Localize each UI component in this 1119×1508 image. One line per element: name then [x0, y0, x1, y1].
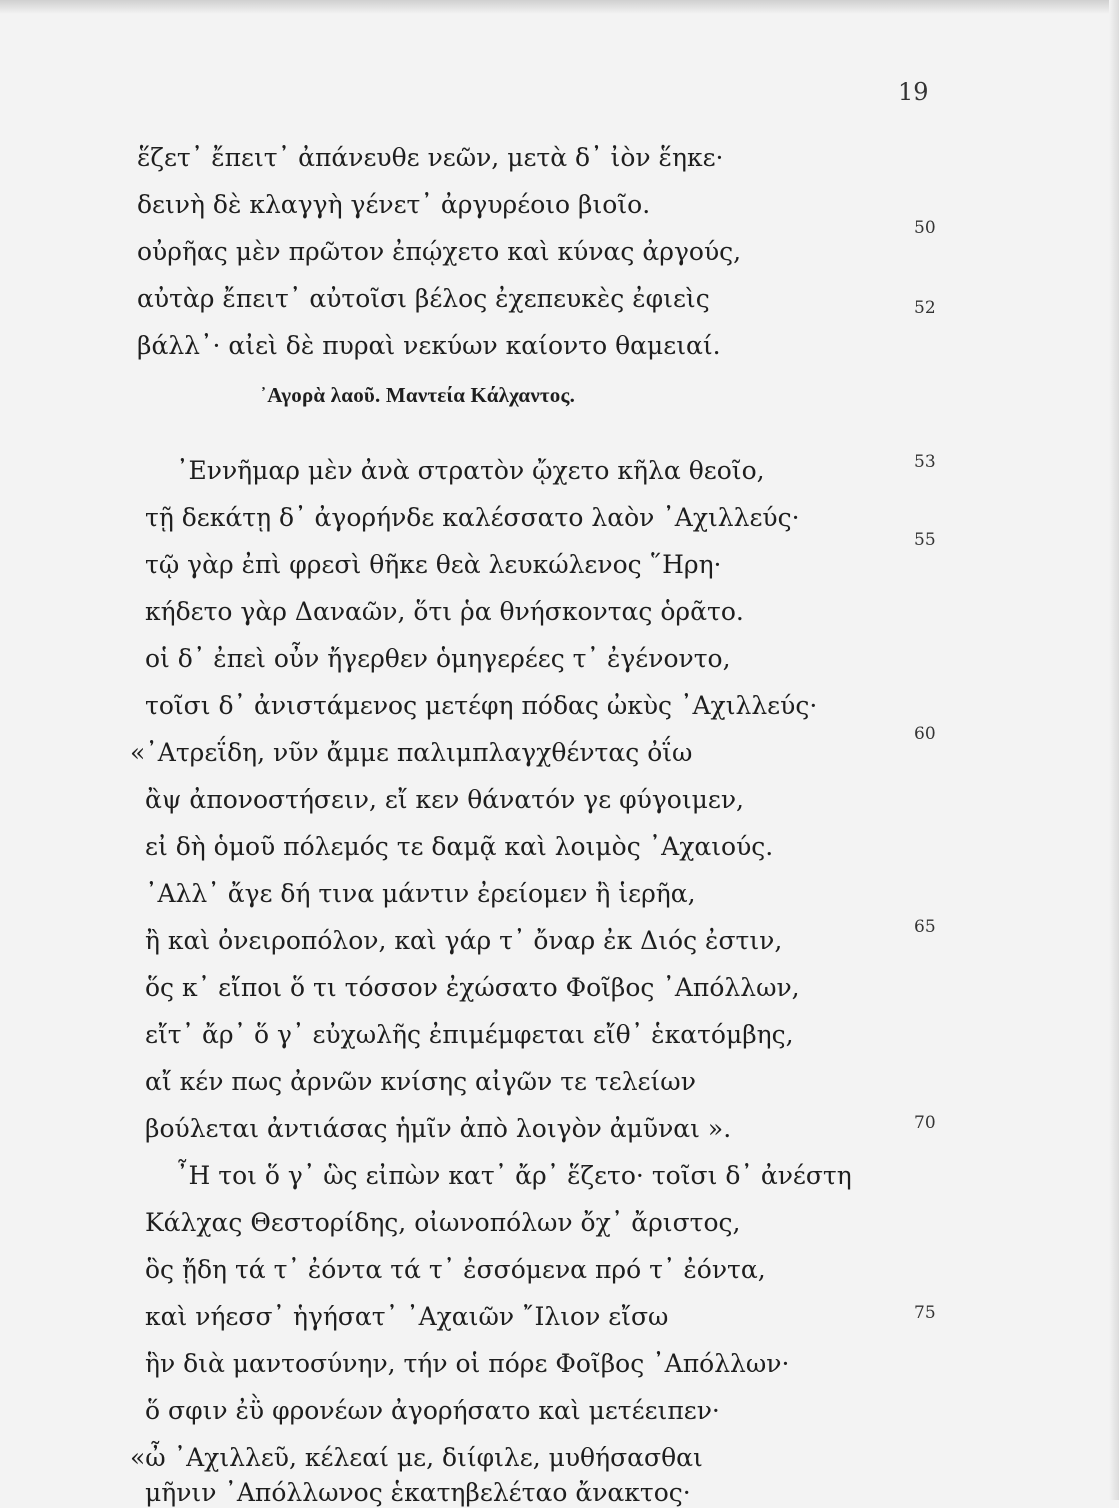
line-number: 53 [914, 452, 936, 472]
line-number: 70 [914, 1113, 936, 1133]
verse-line: Κάλχας Θεστορίδης, οἰωνοπόλων ὄχ᾿ ἄριστος, [145, 1208, 741, 1237]
verse-line: ᾿Εννῆμαρ μὲν ἀνὰ στρατὸν ᾤχετο κῆλα θεοῖο, [176, 456, 765, 485]
line-number: 75 [914, 1303, 936, 1323]
verse-line: «ὦ ᾿Αχιλλεῦ, κέλεαί με, διίφιλε, μυθήσασθαι [130, 1443, 703, 1472]
verse-line: αἴ κέν πως ἀρνῶν κνίσης αἰγῶν τε τελείων [145, 1067, 696, 1096]
verse-line: καὶ νήεσσ᾿ ἡγήσατ᾿ ᾿Αχαιῶν ῎Ιλιον εἴσω [145, 1302, 669, 1331]
page-top-shadow [0, 0, 1119, 14]
verse-line: βούλεται ἀντιάσας ἡμῖν ἀπὸ λοιγὸν ἀμῦναι ». [145, 1114, 732, 1143]
page-number: 19 [898, 78, 929, 106]
line-number: 52 [914, 298, 936, 318]
verse-line: ὅ σφιν ἐῢ φρονέων ἀγορήσατο καὶ μετέειπεν· [145, 1396, 720, 1425]
verse-line: τοῖσι δ᾿ ἀνιστάμενος μετέφη πόδας ὠκὺς ᾿Αχιλλεύς· [145, 691, 818, 720]
line-number: 55 [914, 530, 936, 550]
verse-line: ὅς κ᾿ εἴποι ὅ τι τόσσον ἐχώσατο Φοῖβος ᾿Απόλλων, [145, 973, 800, 1002]
verse-line: τῷ γὰρ ἐπὶ φρεσὶ θῆκε θεὰ λευκώλενος ῞Ηρη· [145, 550, 722, 579]
verse-line: οὐρῆας μὲν πρῶτον ἐπῴχετο καὶ κύνας ἀργούς, [137, 237, 742, 266]
line-number: 50 [914, 218, 936, 238]
verse-line: μῆνιν ᾿Απόλλωνος ἑκατηβελέταο ἄνακτος· [145, 1478, 691, 1507]
verse-line: δεινὴ δὲ κλαγγὴ γένετ᾿ ἀργυρέοιο βιοῖο. [137, 190, 651, 219]
verse-line: ὃς ᾔδη τά τ᾿ ἐόντα τά τ᾿ ἐσσόμενα πρό τ᾿ ἐόντα, [145, 1255, 766, 1284]
verse-line: ἢ καὶ ὀνειροπόλον, καὶ γάρ τ᾿ ὄναρ ἐκ Διός ἐστιν, [145, 926, 783, 955]
verse-line: βάλλ᾿· αἰεὶ δὲ πυραὶ νεκύων καίοντο θαμειαί. [137, 331, 721, 360]
verse-line: αὐτὰρ ἔπειτ᾿ αὐτοῖσι βέλος ἐχεπευκὲς ἐφιεὶς [137, 284, 710, 313]
verse-line: ἣν διὰ μαντοσύνην, τήν οἱ πόρε Φοῖβος ᾿Απόλλων· [145, 1349, 790, 1378]
verse-line: ῏Η τοι ὅ γ᾿ ὣς εἰπὼν κατ᾿ ἄρ᾿ ἕζετο· τοῖσι δ᾿ ἀνέστη [176, 1161, 852, 1190]
verse-line: ἕζετ᾿ ἔπειτ᾿ ἀπάνευθε νεῶν, μετὰ δ᾿ ἰὸν ἕηκε· [137, 143, 724, 172]
verse-line: ᾿Αλλ᾿ ἄγε δή τινα μάντιν ἐρείομεν ἢ ἱερῆα, [145, 879, 696, 908]
verse-line: εἴτ᾿ ἄρ᾿ ὅ γ᾿ εὐχωλῆς ἐπιμέμφεται εἴθ᾿ ἑκατόμβης, [145, 1020, 794, 1049]
verse-line: «᾿Ατρεΐδη, νῦν ἄμμε παλιμπλαγχθέντας ὀΐω [130, 738, 693, 767]
page-right-edge [1109, 0, 1119, 1500]
verse-line: οἱ δ᾿ ἐπεὶ οὖν ἤγερθεν ὁμηγερέες τ᾿ ἐγένοντο, [145, 644, 731, 673]
verse-line: εἰ δὴ ὁμοῦ πόλεμός τε δαμᾷ καὶ λοιμὸς ᾿Αχαιούς. [145, 832, 774, 861]
verse-line: τῇ δεκάτῃ δ᾿ ἀγορήνδε καλέσσατο λαὸν ᾿Αχιλλεύς· [145, 503, 800, 532]
section-heading: ᾿Αγορὰ λαοῦ. Μαντεία Κάλχαντος. [260, 383, 576, 407]
verse-line: ἂψ ἀπονοστήσειν, εἴ κεν θάνατόν γε φύγοιμεν, [145, 785, 744, 814]
line-number: 65 [914, 917, 936, 937]
line-number: 60 [914, 724, 936, 744]
verse-line: κήδετο γὰρ Δαναῶν, ὅτι ῥα θνήσκοντας ὁρᾶτο. [145, 597, 744, 626]
